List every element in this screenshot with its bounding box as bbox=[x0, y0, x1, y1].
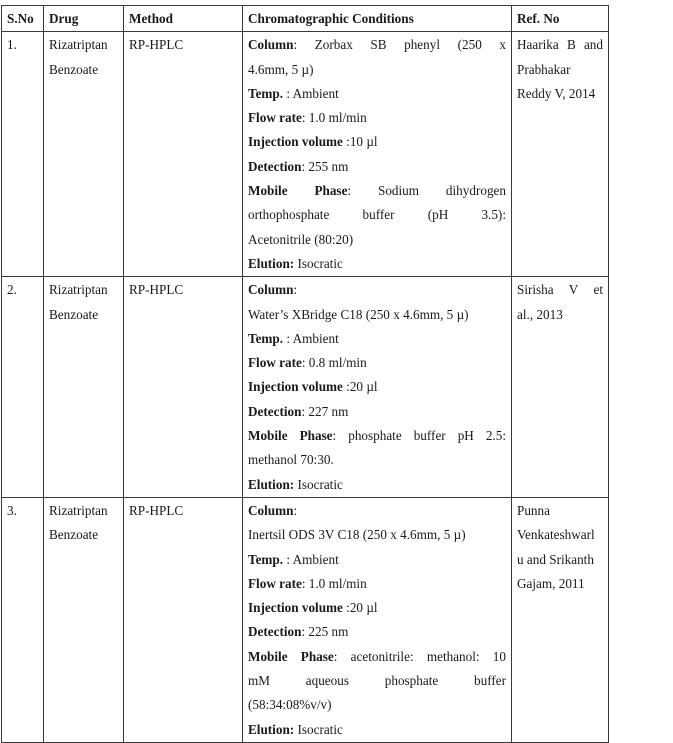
cell-ref bbox=[512, 32, 609, 277]
detection-value: : 227 nm bbox=[301, 403, 349, 419]
hplc-methods-table bbox=[1, 5, 609, 743]
ref-line: Prabhakar bbox=[517, 61, 571, 77]
mobile-phase-cont: orthophosphate buffer (pH 3.5): bbox=[248, 207, 506, 223]
temp-value: : Ambient bbox=[283, 85, 339, 101]
injection-label: Injection volume bbox=[248, 600, 343, 616]
column-value: : Zorbax SB phenyl (250 x bbox=[293, 37, 506, 53]
cell-drug bbox=[44, 497, 124, 742]
drug-line: Rizatriptan bbox=[49, 37, 108, 53]
cell-ref bbox=[512, 497, 609, 742]
mobile-phase-value: : phosphate buffer pH 2.5: bbox=[332, 428, 506, 444]
flow-label: Flow rate bbox=[248, 575, 302, 591]
mobile-phase-label: Mobile Phase bbox=[248, 648, 334, 664]
column-value-cont: Inertsil ODS 3V C18 (250 x 4.6mm, 5 µ) bbox=[248, 527, 466, 543]
cell-drug bbox=[44, 32, 124, 277]
temp-label: Temp. bbox=[248, 85, 284, 101]
ref-line: Sirisha V et bbox=[517, 282, 603, 298]
detection-value: : 225 nm bbox=[301, 624, 349, 640]
injection-value: :20 µl bbox=[342, 379, 378, 395]
cell-method: RP-HPLC bbox=[124, 277, 243, 498]
cell-sno: 1. bbox=[2, 32, 44, 277]
injection-line bbox=[248, 130, 506, 154]
temp-value: : Ambient bbox=[283, 551, 339, 567]
injection-value: :20 µl bbox=[342, 600, 378, 616]
cell-sno: 2. bbox=[2, 277, 44, 498]
elution-value: Isocratic bbox=[294, 721, 343, 737]
ref-line: Punna bbox=[517, 502, 550, 518]
table-row bbox=[2, 277, 609, 498]
drug-line: Rizatriptan bbox=[49, 502, 108, 518]
flow-value: : 1.0 ml/min bbox=[301, 110, 367, 126]
column-value-cont: Water’s XBridge C18 (250 x 4.6mm, 5 µ) bbox=[248, 306, 469, 322]
elution-label: Elution: bbox=[248, 476, 295, 492]
elution-label: Elution: bbox=[248, 255, 295, 271]
injection-label: Injection volume bbox=[248, 379, 343, 395]
detection-label: Detection bbox=[248, 403, 302, 419]
cell-method: RP-HPLC bbox=[124, 497, 243, 742]
ref-line: al., 2013 bbox=[517, 306, 563, 322]
table-row bbox=[2, 32, 609, 277]
flow-line bbox=[248, 106, 506, 130]
column-value: : bbox=[293, 282, 298, 298]
column-line bbox=[248, 278, 506, 302]
column-line bbox=[248, 499, 506, 523]
elution-line bbox=[248, 252, 506, 276]
detection-label: Detection bbox=[248, 158, 302, 174]
header-ref: Ref. No bbox=[512, 6, 609, 32]
mobile-phase-line bbox=[248, 645, 506, 669]
ref-line: Gajam, 2011 bbox=[517, 575, 585, 591]
column-label: Column bbox=[248, 282, 294, 298]
flow-label: Flow rate bbox=[248, 110, 302, 126]
cell-drug bbox=[44, 277, 124, 498]
drug-line: Benzoate bbox=[49, 306, 99, 322]
table-row bbox=[2, 497, 609, 742]
temp-line bbox=[248, 327, 506, 351]
injection-line bbox=[248, 596, 506, 620]
column-line bbox=[248, 33, 506, 57]
ref-line: Venkateshwarl bbox=[517, 527, 595, 543]
injection-value: :10 µl bbox=[342, 134, 378, 150]
temp-label: Temp. bbox=[248, 551, 284, 567]
flow-value: : 0.8 ml/min bbox=[301, 355, 367, 371]
mobile-phase-cont: methanol 70:30. bbox=[248, 452, 334, 468]
cell-method: RP-HPLC bbox=[124, 32, 243, 277]
mobile-phase-line bbox=[248, 424, 506, 448]
elution-line bbox=[248, 718, 506, 742]
mobile-phase-value: : acetonitrile: methanol: 10 bbox=[333, 648, 506, 664]
injection-line bbox=[248, 375, 506, 399]
cell-ref bbox=[512, 277, 609, 498]
drug-line: Rizatriptan bbox=[49, 282, 108, 298]
flow-line bbox=[248, 351, 506, 375]
header-sno: S.No bbox=[2, 6, 44, 32]
drug-line: Benzoate bbox=[49, 527, 99, 543]
header-conditions: Chromatographic Conditions bbox=[243, 6, 512, 32]
mobile-phase-line bbox=[248, 179, 506, 203]
mobile-phase-label: Mobile Phase bbox=[248, 183, 348, 199]
ref-line: Reddy V, 2014 bbox=[517, 85, 596, 101]
temp-line bbox=[248, 82, 506, 106]
column-value-cont: 4.6mm, 5 µ) bbox=[248, 61, 314, 77]
flow-value: : 1.0 ml/min bbox=[301, 575, 367, 591]
header-row bbox=[2, 6, 609, 32]
cell-conditions bbox=[243, 277, 512, 498]
cell-sno: 3. bbox=[2, 497, 44, 742]
mobile-phase-label: Mobile Phase bbox=[248, 428, 333, 444]
cell-conditions bbox=[243, 32, 512, 277]
flow-label: Flow rate bbox=[248, 355, 302, 371]
elution-value: Isocratic bbox=[294, 255, 343, 271]
injection-label: Injection volume bbox=[248, 134, 343, 150]
detection-line bbox=[248, 400, 506, 424]
detection-value: : 255 nm bbox=[301, 158, 349, 174]
temp-label: Temp. bbox=[248, 330, 284, 346]
mobile-phase-cont: Acetonitrile (80:20) bbox=[248, 231, 354, 247]
column-value: : bbox=[293, 502, 298, 518]
elution-label: Elution: bbox=[248, 721, 295, 737]
mobile-phase-value: : Sodium dihydrogen bbox=[347, 183, 506, 199]
cell-conditions bbox=[243, 497, 512, 742]
temp-value: : Ambient bbox=[283, 330, 339, 346]
ref-line: Haarika B and bbox=[517, 37, 603, 53]
detection-line bbox=[248, 620, 506, 644]
flow-line bbox=[248, 572, 506, 596]
detection-line bbox=[248, 155, 506, 179]
column-label: Column bbox=[248, 502, 294, 518]
detection-label: Detection bbox=[248, 624, 302, 640]
ref-line: u and Srikanth bbox=[517, 551, 594, 567]
elution-line bbox=[248, 473, 506, 497]
column-label: Column bbox=[248, 37, 294, 53]
mobile-phase-cont: mM aqueous phosphate buffer bbox=[248, 673, 506, 689]
mobile-phase-cont: (58:34:08%v/v) bbox=[248, 697, 332, 713]
header-method: Method bbox=[124, 6, 243, 32]
drug-line: Benzoate bbox=[49, 61, 99, 77]
elution-value: Isocratic bbox=[294, 476, 343, 492]
temp-line bbox=[248, 548, 506, 572]
header-drug: Drug bbox=[44, 6, 124, 32]
